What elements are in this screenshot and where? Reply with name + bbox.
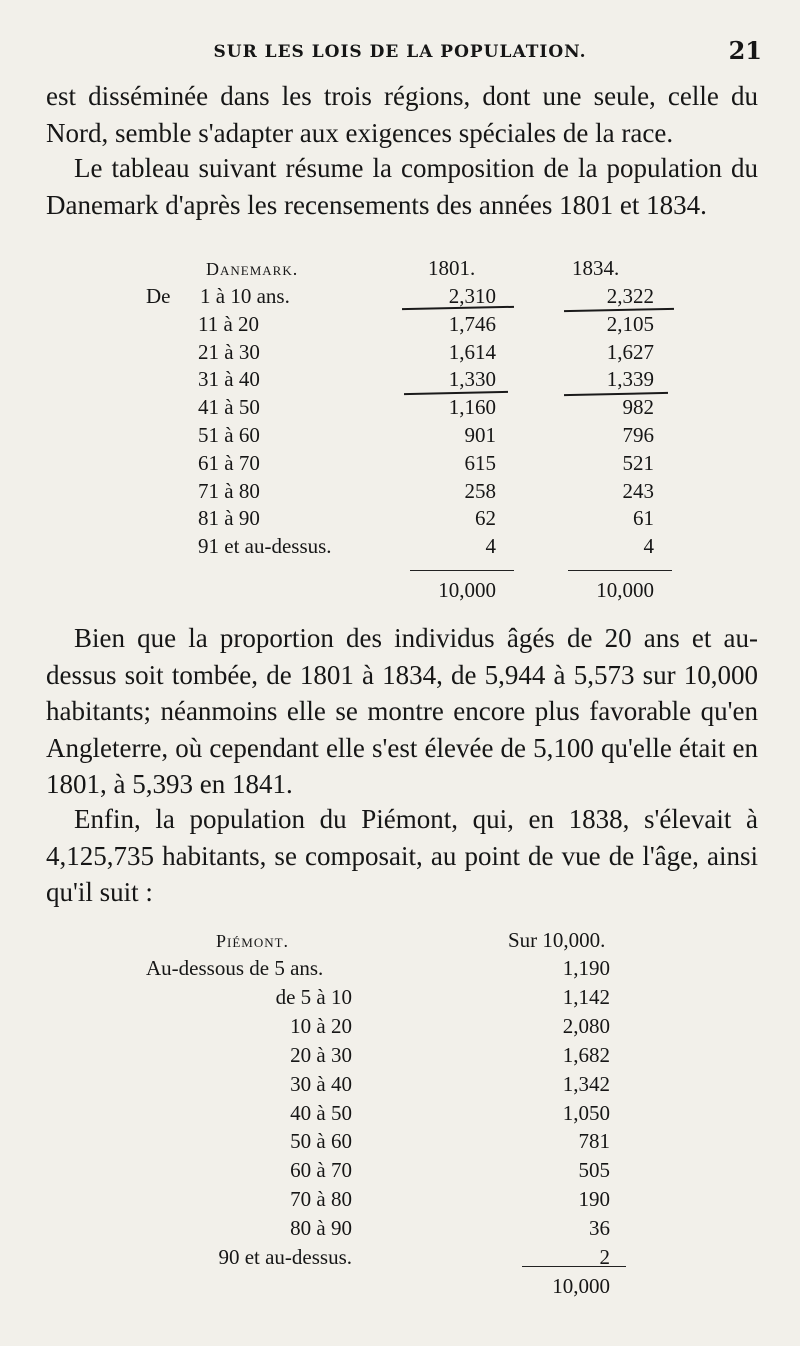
paragraph-4: Enfin, la population du Piémont, qui, en 1838, s'élevait à 4,125,735 habitants, se composait, au point de vue de l'âge, ainsi qu'il suit : <box>46 804 758 907</box>
table-row <box>0 479 800 506</box>
value-per-10000: 2 <box>599 1245 610 1269</box>
table-row <box>0 395 800 422</box>
value-1801: 1,614 <box>448 339 496 364</box>
value-1834: 1,339 <box>606 367 654 392</box>
age-range-label: 80 à 90 <box>290 1216 352 1241</box>
value-per-10000: 1,682 <box>562 1042 610 1067</box>
total-rule-1801 <box>410 570 514 571</box>
paragraph-3: Bien que la proportion des individus âgés de 20 ans et au-dessus soit tombée, de 1801 à 1834, de 5,944 à 5,573 sur 10,000 habitants; néanmoins elle se montre encore plus favorable qu'en Angleterre, où cependant elle s'est élevée de 5,100 qu'elle était en 1801, à 5,393 en 1841. <box>46 623 758 799</box>
age-range-label: 90 et au-dessus. <box>218 1245 352 1269</box>
total-row <box>0 1274 800 1301</box>
table-header-row <box>0 256 800 283</box>
value-per-10000: 2,080 <box>562 1013 610 1038</box>
value-1801: 615 <box>464 450 496 475</box>
age-range-label: de 5 à 10 <box>275 984 352 1009</box>
age-range-label: 50 à 60 <box>290 1129 352 1154</box>
page-header <box>0 36 800 66</box>
value-1834: 61 <box>633 506 654 531</box>
column-header-1834: 1834. <box>572 256 620 280</box>
value-1834: 796 <box>622 423 654 447</box>
age-range-label: 21 à 30 <box>198 339 260 364</box>
value-1801: 2,310 <box>448 284 496 308</box>
value-per-10000: 1,342 <box>562 1071 610 1096</box>
table-row <box>0 312 800 339</box>
table-title: Piémont. <box>216 931 290 951</box>
table-row <box>0 367 800 394</box>
age-range-label: 60 à 70 <box>290 1158 352 1183</box>
column-header-1801: 1801. <box>428 256 476 280</box>
value-per-10000: 1,142 <box>562 984 610 1009</box>
age-range-label: 31 à 40 <box>198 367 260 392</box>
table-row <box>0 534 800 561</box>
table-row <box>0 1101 800 1128</box>
age-range-label: 10 à 20 <box>290 1013 352 1038</box>
table-row <box>0 1158 800 1185</box>
age-range-label: 40 à 50 <box>290 1100 352 1125</box>
table-row <box>0 506 800 533</box>
table-row <box>0 956 800 983</box>
table-row <box>0 1187 800 1214</box>
age-range-label: 11 à 20 <box>198 311 260 336</box>
table-row <box>0 284 800 311</box>
table-row <box>0 451 800 478</box>
value-1801: 1,746 <box>448 311 496 336</box>
value-1834: 2,105 <box>606 311 654 336</box>
age-range-label: 51 à 60 <box>198 423 260 447</box>
table-row <box>0 985 800 1012</box>
value-per-10000: 36 <box>589 1216 610 1241</box>
value-1801: 1,160 <box>448 395 496 420</box>
value-1834: 2,322 <box>606 284 654 308</box>
total-1834: 10,000 <box>596 578 654 602</box>
table-row <box>0 1014 800 1041</box>
running-title: SUR LES LOIS DE LA POPULATION. <box>213 42 587 62</box>
table-row <box>0 1072 800 1099</box>
age-range-label: 91 et au-dessus. <box>198 534 332 559</box>
table-row <box>0 1216 800 1243</box>
age-range-label: 30 à 40 <box>290 1071 352 1096</box>
value-per-10000: 1,050 <box>562 1100 610 1125</box>
age-range-label: 61 à 70 <box>198 450 260 475</box>
paragraph-1: est disséminée dans les trois régions, dont une seule, celle du Nord, semble s'adapter aux exigences spéciales de la race. <box>46 81 758 148</box>
age-range-label: 81 à 90 <box>198 506 260 531</box>
value-1834: 521 <box>622 450 654 475</box>
age-range-label: 1 à 10 ans. <box>200 284 290 308</box>
total-1801: 10,000 <box>438 578 496 602</box>
total-row <box>0 578 800 605</box>
value-per-10000: 1,190 <box>562 956 610 980</box>
total-rule-1834 <box>568 570 672 571</box>
value-1801: 62 <box>475 506 496 531</box>
age-range-label: 70 à 80 <box>290 1187 352 1212</box>
table-title: Danemark. <box>206 259 299 279</box>
value-per-10000: 781 <box>578 1129 610 1154</box>
row-prefix: De <box>146 284 171 308</box>
value-per-10000: 505 <box>578 1158 610 1183</box>
value-1801: 258 <box>464 478 496 503</box>
value-1801: 1,330 <box>448 367 496 392</box>
value-1834: 4 <box>643 534 654 559</box>
table-row <box>0 1043 800 1070</box>
paragraph-2: Le tableau suivant résume la composition de la population du Danemark d'après les recensements des années 1801 et 1834. <box>46 153 758 220</box>
value-1834: 1,627 <box>606 339 654 364</box>
age-range-label: 71 à 80 <box>198 478 260 503</box>
value-1834: 982 <box>622 395 654 420</box>
age-range-label: 41 à 50 <box>198 395 260 420</box>
value-1834: 243 <box>622 478 654 503</box>
column-header-value: Sur 10,000. <box>508 928 606 952</box>
page-number: 21 <box>728 36 762 65</box>
value-1801: 901 <box>464 423 496 447</box>
value-per-10000: 190 <box>578 1187 610 1212</box>
table-row <box>0 423 800 450</box>
age-range-label: Au-dessous de 5 ans. <box>146 956 324 980</box>
age-range-label: 20 à 30 <box>290 1042 352 1067</box>
total-value: 10,000 <box>552 1274 610 1298</box>
table-row <box>0 340 800 367</box>
table-row <box>0 1129 800 1156</box>
table-header-row <box>0 928 800 955</box>
total-rule <box>522 1266 626 1267</box>
value-1801: 4 <box>485 534 496 559</box>
table-row <box>0 1245 800 1272</box>
